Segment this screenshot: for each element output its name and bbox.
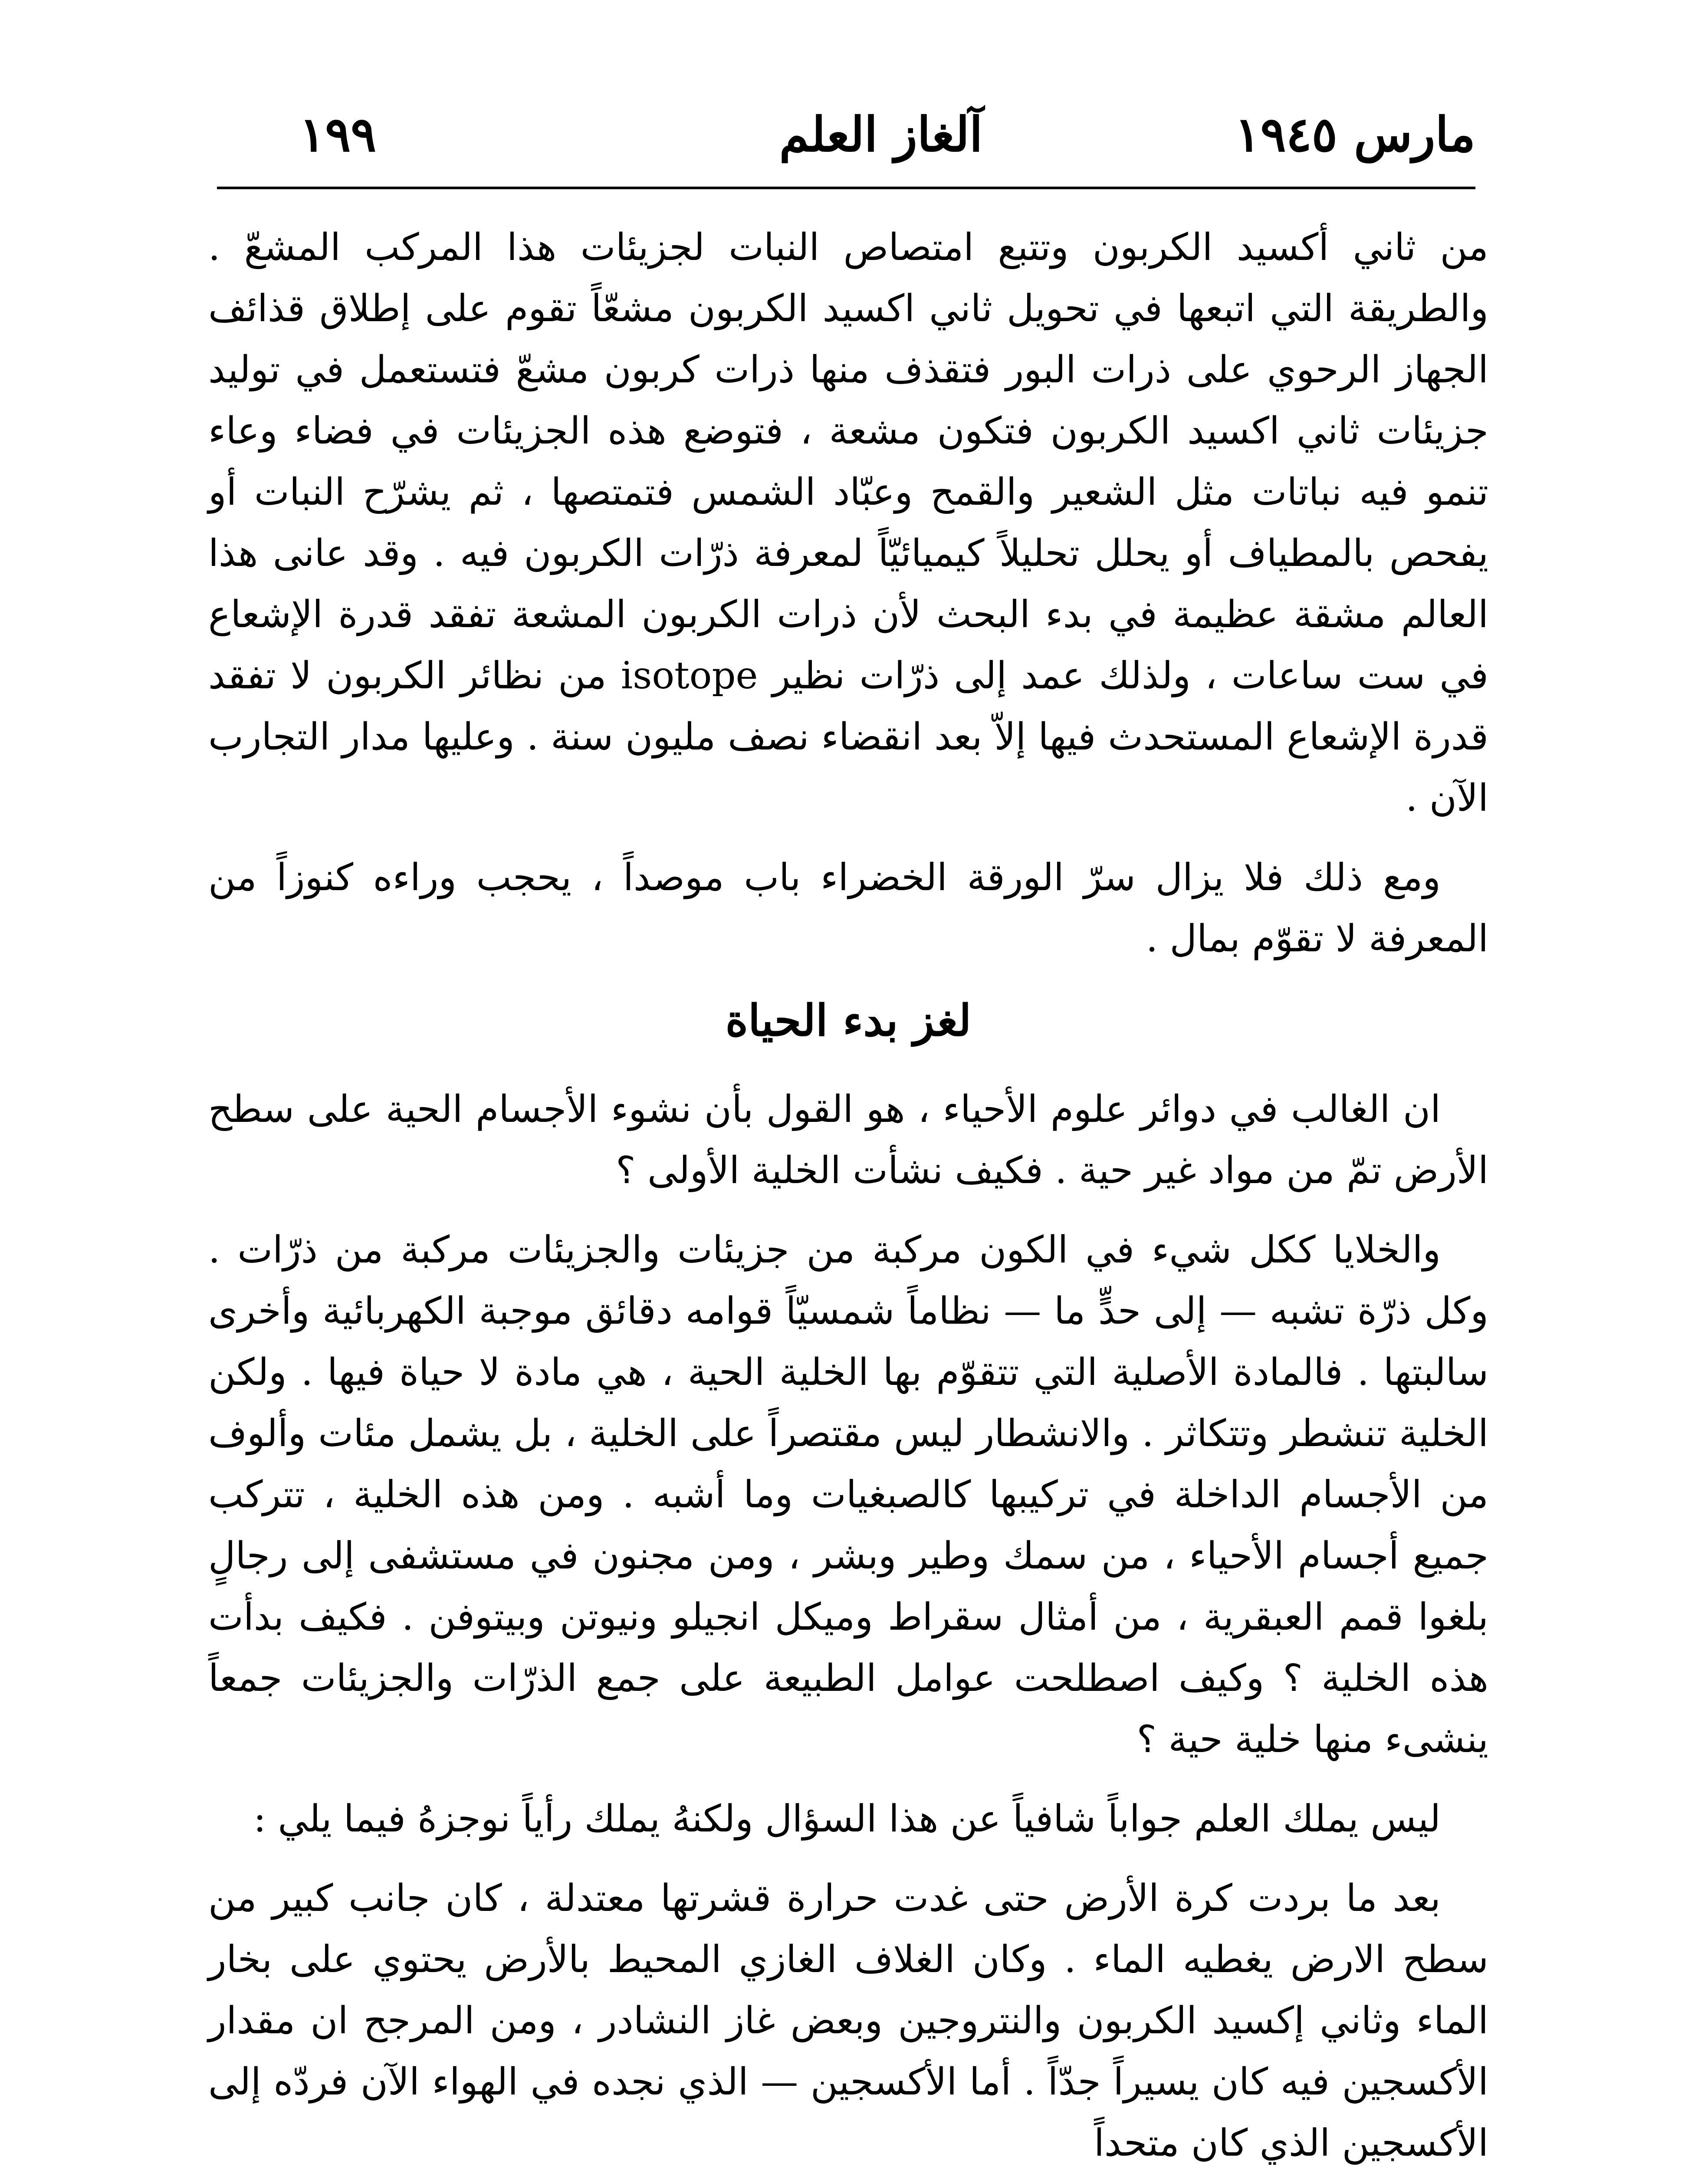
paragraph: ومع ذلك فلا يزال سرّ الورقة الخضراء باب موصداً ، يحجب وراءه كنوزاً من المعرفة لا تقوّم بمال . [208,856,1488,960]
running-header [286,100,1475,169]
issue-date: مارس ١٩٤٥ [1235,106,1475,162]
page-number: ١٩٩ [299,106,377,162]
paragraph: والخلايا ككل شيء في الكون مركبة من جزيئات والجزيئات مركبة من ذرّات . وكل ذرّة تشبه — إلى حدٍّ ما — نظاماً شمسيّاً قوامه دقائق موجبة الكهربائية وأخرى سالبتها . فالمادة الأصلية التي تتقوّم بها الخلية الحية ، هي مادة لا حياة فيها . ولكن الخلية تنشطر وتتكاثر . والانشطار ليس مقتصراً على الخلية ، بل يشمل مئات وألوف من الأجسام الداخلة في تركيبها كالصبغيات وما أشبه . ومن هذه الخلية ، تتركب جميع أجسام الأحياء ، من سمك وطير وبشر ، ومن مجنون في مستشفى إلى رجالٍ بلغوا قمم العبقرية ، من أمثال سقراط وميكل انجيلو ونيوتن وبيتوفن . فكيف بدأت هذه الخلية ؟ وكيف اصطلحت عوامل الطبيعة على جمع الذرّات والجزيئات جمعاً ينشىء منها خلية حية ؟ [208,1228,1488,1761]
paragraph: بعد ما بردت كرة الأرض حتى غدت حرارة قشرتها معتدلة ، كان جانب كبير من سطح الارض يغطيه الماء . وكان الغلاف الغازي المحيط بالأرض يحتوي على بخار الماء وثاني إكسيد الكربون والنتروجين وبعض غاز النشادر ، ومن المرجح ان مقدار الأكسجين فيه كان يسيراً جدّاً . أما الأكسجين — الذي نجده في الهواء الآن فردّه إلى الأكسجين الذي كان متحداً [208,1877,1488,2165]
header-rule [217,187,1475,189]
article-body [208,217,1488,2170]
paragraph: ان الغالب في دوائر علوم الأحياء ، هو القول بأن نشوء الأجسام الحية على سطح الأرض تمّ من مواد غير حية . فكيف نشأت الخلية الأولى ؟ [208,1088,1488,1192]
paragraph: ليس يملك العلم جواباً شافياً عن هذا السؤال ولكنهُ يملك رأياً نوجزهُ فيما يلي : [253,1797,1441,1841]
running-title: آلغاز العلم [779,106,983,162]
paragraph: من ثاني أكسيد الكربون وتتبع امتصاص النبات لجزيئات هذا المركب المشعّ . والطريقة التي اتبعها في تحويل ثاني اكسيد الكربون مشعّاً تقوم على إطلاق قذائف الجهاز الرحوي على ذرات البور فتقذف منها ذرات كربون مشعّ فتستعمل في توليد جزيئات ثاني اكسيد الكربون فتكون مشعة ، فتوضع هذه الجزيئات في فضاء وعاء تنمو فيه نباتات مثل الشعير والقمح وعبّاد الشمس فتمتصها ، ثم يشرّح النبات أو يفحص بالمطياف أو يحلل تحليلاً كيميائيّاً لمعرفة ذرّات الكربون فيه . وقد عانى هذا العالم مشقة عظيمة في بدء البحث لأن ذرات الكربون المشعة تفقد قدرة الإشعاع في ست ساعات ، ولذلك عمد إلى ذرّات نظير isotope من نظائر الكربون لا تفقد قدرة الإشعاع المستحدث فيها إلاّ بعد انقضاء نصف مليون سنة . وعليها مدار التجارب الآن . [208,226,1488,820]
section-heading: لغز بدء الحياة [725,995,972,1046]
